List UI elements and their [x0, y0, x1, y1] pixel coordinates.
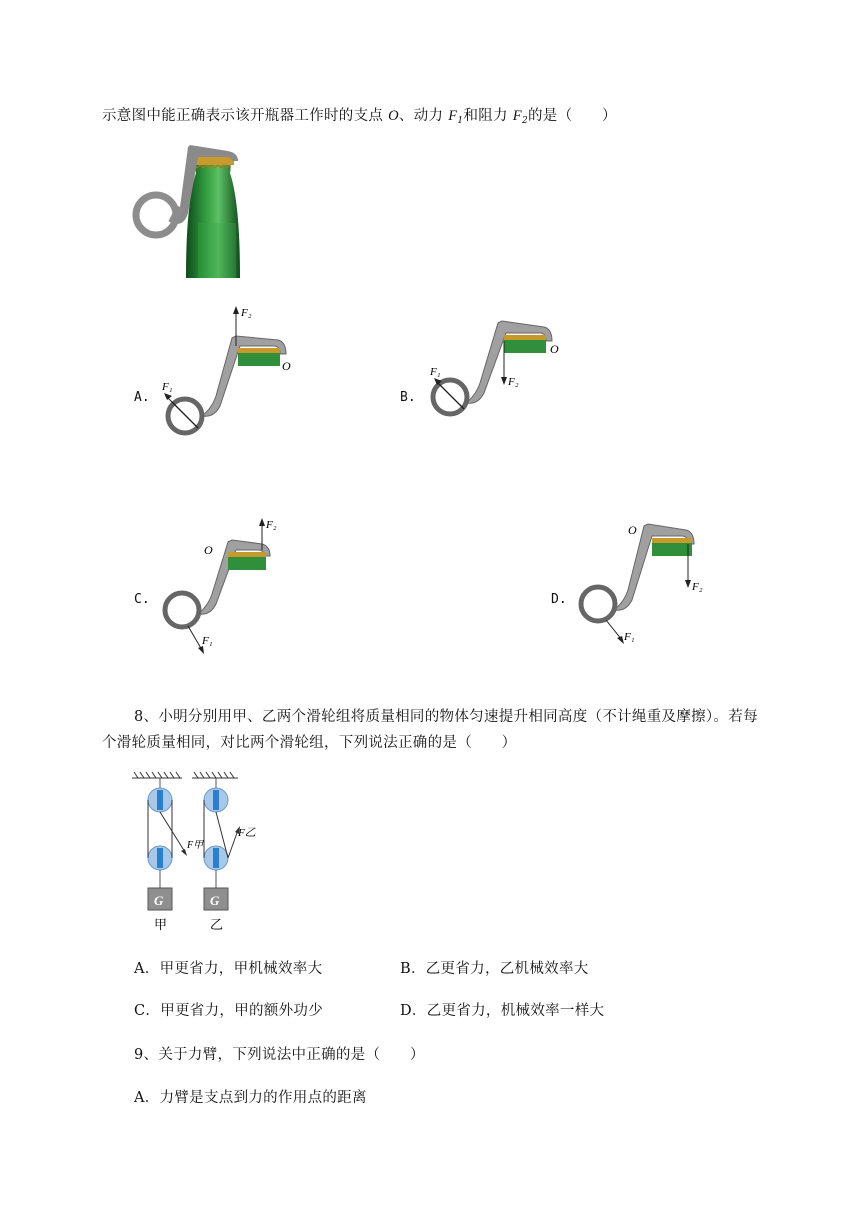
q9-option-a: A．力臂是支点到力的作用点的距离 — [134, 1090, 367, 1106]
q7-f2-symbol: F — [512, 108, 522, 124]
option-d-f2-label: F₂ — [692, 581, 703, 593]
q8-stem-line2: 个滑轮质量相同，对比两个滑轮组，下列说法正确的是（ ） — [102, 735, 517, 751]
q8-stem-line1: 8、小明分别用甲、乙两个滑轮组将质量相同的物体匀速提升相同高度（不计绳重及摩擦）。若每 — [134, 709, 758, 725]
q7-stem — [102, 104, 617, 126]
q7-f2-sub: 2 — [521, 116, 528, 126]
q7-f1-sub: 1 — [457, 116, 464, 126]
q8-option-b: B．乙更省力，乙机械效率大 — [400, 961, 589, 977]
q7-pivot-symbol: O — [388, 108, 399, 124]
option-b-f1-label: F₁ — [430, 366, 441, 378]
pulley-figure — [130, 770, 270, 935]
option-a-f1-label: F₁ — [162, 381, 173, 393]
option-b-figure — [418, 305, 578, 425]
option-c-label: C. — [134, 592, 150, 607]
option-d-o-label: O — [628, 523, 637, 537]
q7-f1-symbol: F — [448, 108, 458, 124]
option-c-figure — [150, 512, 300, 657]
option-d-f1-label: F₁ — [624, 631, 635, 643]
q7-sep: 、动力 — [398, 108, 444, 124]
option-a-label: A. — [134, 390, 150, 405]
f-yi-label: F乙 — [238, 827, 256, 839]
option-c-o-label: O — [204, 543, 213, 557]
option-c-f1-label: F₁ — [202, 635, 213, 647]
option-b-o-label: O — [550, 342, 559, 356]
q7-tail: 的是（ ） — [527, 108, 617, 124]
option-d-figure — [568, 512, 718, 657]
jia-caption: 甲 — [154, 917, 168, 932]
option-b-f2-label: F₂ — [508, 376, 519, 388]
q9-stem: 9、关于力臂，下列说法中正确的是（ ） — [134, 1047, 425, 1063]
option-a-f2-label: F₂ — [241, 307, 252, 319]
yi-weight-label: G — [210, 893, 220, 908]
q7-mid: 和阻力 — [463, 108, 508, 124]
option-b-label: B. — [400, 390, 416, 405]
option-a-o-label: O — [282, 359, 291, 373]
f-jia-label: F甲 — [187, 840, 204, 851]
yi-caption: 乙 — [210, 917, 224, 932]
q8-option-a: A．甲更省力，甲机械效率大 — [134, 961, 323, 977]
option-a-figure — [150, 298, 310, 448]
bottle-opener-photo — [128, 143, 248, 278]
jia-weight-label: G — [154, 893, 164, 908]
option-c-f2-label: F₂ — [266, 519, 277, 531]
option-d-label: D. — [551, 592, 567, 607]
q8-option-d: D．乙更省力，机械效率一样大 — [400, 1003, 605, 1019]
q7-stem-prefix: 示意图中能正确表示该开瓶器工作时的支点 — [102, 108, 384, 124]
q8-option-c: C．甲更省力，甲的额外功少 — [134, 1003, 323, 1019]
